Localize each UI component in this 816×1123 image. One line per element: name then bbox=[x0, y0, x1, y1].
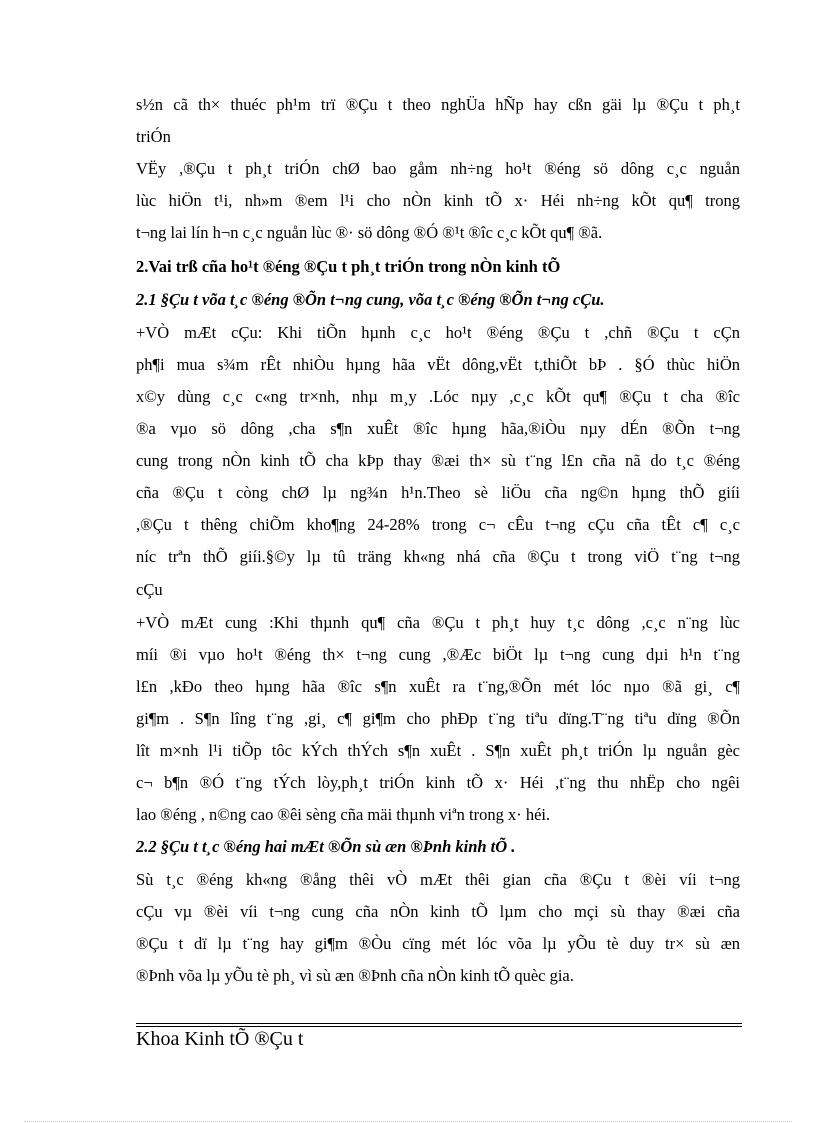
footer-rule-bottom bbox=[136, 1026, 742, 1027]
text-line: cÇu vµ ®èi víi t¬ng cung cña nÒn kinh tÕ lµm cho mçi sù thay ®æi cña bbox=[136, 902, 740, 921]
text-line: triÓn bbox=[136, 127, 171, 146]
text-line: ®Þnh võa lµ yÕu tè ph¸ vì sù æn ®Þnh cña nÒn kinh tÕ quèc gia. bbox=[136, 966, 574, 985]
text-line: VËy ,®Çu t ph¸t triÓn chØ bao gåm nh÷ng ho¹t ®éng sö dông c¸c nguån bbox=[136, 159, 740, 178]
text-line: t¬ng lai lín h¬n c¸c nguån lùc ®· sö dông ®Ó ®¹t ®îc c¸c kÕt qu¶ ®ã. bbox=[136, 223, 603, 242]
text-line: níc trªn thÕ giíi.§©y lµ tû träng kh«ng nhá cña ®Çu t trong viÖ t¨ng t¬ng bbox=[136, 547, 740, 566]
text-line: cña ®Çu t còng chØ lµ ng¾n h¹n.Theo sè liÖu cña ng©n hµng thÕ giíi bbox=[136, 483, 740, 502]
text-line: ph¶i mua s¾m rÊt nhiÒu hµng hãa vËt dông,vËt t,thiÕt bÞ . §Ó thùc hiÖn bbox=[136, 355, 740, 374]
text-line: l£n ,kÐo theo hµng hãa ®îc s¶n xuÊt ra t¨ng,®Õn mét lóc nµo ®ã gi¸ c¶ bbox=[136, 677, 740, 696]
text-line: gi¶m . S¶n lîng t¨ng ,gi¸ c¶ gi¶m cho phÐp t¨ng tiªu dïng.T¨ng tiªu dïng ®Õn bbox=[136, 709, 740, 728]
text-line: ®a vµo sö dông ,cha s¶n xuÊt ®îc hµng hãa,®iÒu nµy dÉn ®Õn t¬ng bbox=[136, 419, 740, 438]
section-heading: 2.Vai trß cña ho¹t ®éng ®Çu t ph¸t triÓn trong nÒn kinh tÕ bbox=[136, 257, 561, 276]
footer-text: Khoa Kinh tÕ ®Çu t bbox=[136, 1028, 304, 1050]
text-line: c¬ b¶n ®Ó t¨ng tÝch lòy,ph¸t triÓn kinh tÕ x· Héi ,t¨ng thu nhËp cho ngêi bbox=[136, 773, 740, 792]
subsection-heading: 2.2 §Çu t t¸c ®éng hai mÆt ®Õn sù æn ®Þnh kinh tÕ . bbox=[136, 837, 516, 856]
footer-rule-top bbox=[136, 1023, 742, 1024]
text-line: x©y dùng c¸c c«ng tr×nh, nhµ m¸y .Lóc nµy ,c¸c kÕt qu¶ ®Çu t cha ®îc bbox=[136, 387, 740, 406]
text-line: míi ®i vµo ho¹t ®éng th× t¬ng cung ,®Æc biÖt lµ t¬ng cung dµi h¹n t¨ng bbox=[136, 645, 740, 664]
text-line: lùc hiÖn t¹i, nh»m ®em l¹i cho nÒn kinh tÕ x· Héi nh÷ng kÕt qu¶ trong bbox=[136, 191, 740, 210]
text-line: ®Çu t dï lµ t¨ng hay gi¶m ®Òu cïng mét lóc võa lµ yÕu tè duy tr× sù æn bbox=[136, 934, 740, 953]
text-line: lît m×nh l¹i tiÕp tôc kÝch thÝch s¶n xuÊt . S¶n xuÊt ph¸t triÓn lµ nguån gèc bbox=[136, 741, 740, 760]
text-line: Sù t¸c ®éng kh«ng ®ång thêi vÒ mÆt thêi gian cña ®Çu t ®èi víi t¬ng bbox=[136, 870, 740, 889]
page-bottom-border bbox=[24, 1121, 792, 1122]
text-line: +VÒ mÆt cÇu: Khi tiÕn hµnh c¸c ho¹t ®éng ®Çu t ,chñ ®Çu t cÇn bbox=[136, 323, 740, 342]
text-line: s½n cã th× thuéc ph¹m trï ®Çu t theo nghÜa hÑp hay cßn gäi lµ ®Çu t ph¸t bbox=[136, 95, 740, 114]
text-line: cÇu bbox=[136, 580, 163, 599]
text-line: cung trong nÒn kinh tÕ cha kÞp thay ®æi th× sù t¨ng l£n cña nã do t¸c ®éng bbox=[136, 451, 740, 470]
text-line: ,®Çu t thêng chiÕm kho¶ng 24-28% trong c¬ cÊu t¬ng cÇu cña tÊt c¶ c¸c bbox=[136, 515, 740, 534]
subsection-heading: 2.1 §Çu t võa t¸c ®éng ®Õn t¬ng cung, võa t¸c ®éng ®Õn t¬ng cÇu. bbox=[136, 290, 605, 309]
text-line: +VÒ mÆt cung :Khi thµnh qu¶ cña ®Çu t ph¸t huy t¸c dông ,c¸c n¨ng lùc bbox=[136, 613, 740, 632]
text-line: lao ®éng , n©ng cao ®êi sèng cña mäi thµnh viªn trong x· héi. bbox=[136, 805, 551, 824]
